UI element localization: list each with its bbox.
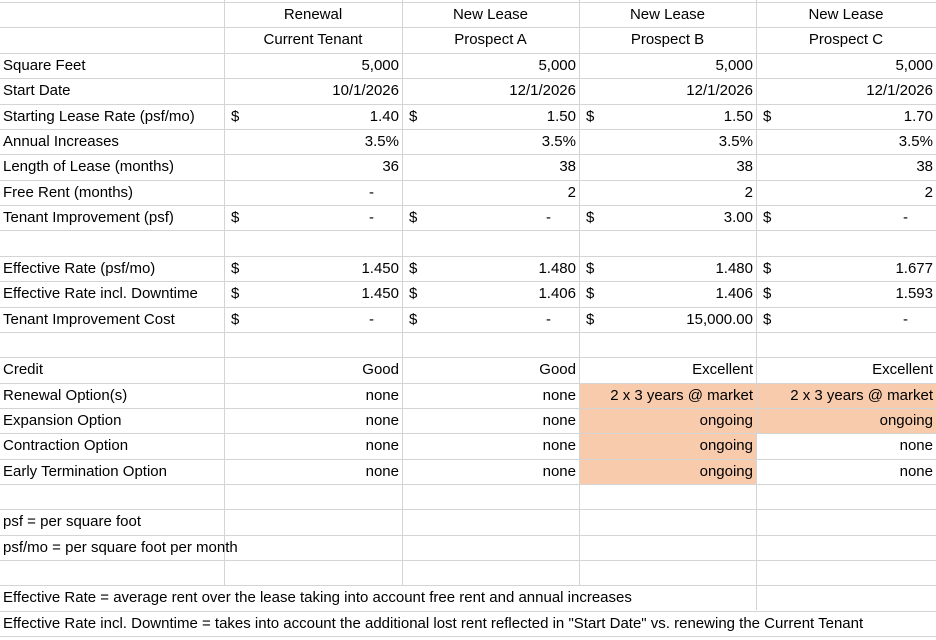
value-cell: ongoing — [699, 411, 753, 429]
value-cell: 1.50 — [723, 107, 753, 125]
value-cell — [402, 230, 579, 255]
value-cell: 1.480 — [538, 259, 576, 277]
value-cell: 1.406 — [715, 285, 753, 303]
value-cell — [579, 484, 756, 509]
value-cell: ongoing — [699, 462, 753, 480]
row-label: Free Rent (months) — [3, 183, 134, 201]
footnote: Effective Rate = average rent over the lease taking into account free rent and annual increases — [3, 589, 632, 607]
value-cell: - — [903, 310, 908, 328]
value-cell: 10/1/2026 — [332, 82, 399, 100]
footnote — [0, 560, 936, 585]
footnote: Effective Rate incl. Downtime = takes into account the additional lost rent reflected in "Start Date" vs. renewing the Current Tenant — [3, 614, 864, 632]
currency-symbol: $ — [763, 285, 772, 303]
column-header-type: New Lease — [629, 6, 706, 23]
currency-symbol: $ — [763, 209, 772, 227]
value-cell: 2 x 3 years @ market — [610, 386, 753, 404]
row-label — [0, 332, 224, 357]
value-cell: 5,000 — [538, 57, 576, 74]
column-header-party: Prospect C — [808, 31, 884, 49]
currency-symbol: $ — [763, 107, 772, 125]
value-cell: ongoing — [699, 437, 753, 455]
value-cell: Excellent — [692, 361, 753, 379]
value-cell: 3.5% — [364, 133, 399, 151]
row-label: Renewal Option(s) — [3, 386, 128, 404]
value-cell: 38 — [736, 158, 753, 176]
value-cell: 2 — [924, 183, 933, 201]
row-label — [0, 484, 224, 509]
value-cell: - — [546, 310, 551, 328]
value-cell: 1.40 — [369, 107, 399, 125]
currency-symbol: $ — [763, 310, 772, 328]
footnote: psf/mo = per square foot per month — [3, 538, 238, 556]
column-header-party: Current Tenant — [263, 31, 363, 49]
value-cell: none — [365, 386, 399, 404]
value-cell: none — [365, 437, 399, 455]
value-cell: none — [899, 437, 933, 455]
currency-symbol: $ — [231, 107, 240, 125]
column-header-type: New Lease — [452, 6, 529, 23]
value-cell: - — [369, 310, 374, 328]
value-cell: none — [899, 462, 933, 480]
column-header-party: Prospect A — [454, 31, 527, 49]
currency-symbol: $ — [586, 107, 595, 125]
row-label: Starting Lease Rate (psf/mo) — [3, 107, 195, 125]
row-label: Credit — [3, 361, 44, 379]
value-cell: 38 — [559, 158, 576, 176]
value-cell: none — [542, 462, 576, 480]
value-cell: none — [542, 437, 576, 455]
row-label: Tenant Improvement Cost — [3, 310, 175, 328]
value-cell: 5,000 — [895, 57, 933, 74]
row-label: Annual Increases — [3, 133, 119, 151]
row-label: Square Feet — [3, 57, 86, 74]
value-cell: 3.00 — [723, 209, 753, 227]
value-cell — [224, 484, 402, 509]
column-header-type: New Lease — [808, 6, 884, 23]
value-cell: 3.5% — [541, 133, 576, 151]
value-cell: ongoing — [879, 411, 933, 429]
value-cell: 12/1/2026 — [509, 82, 576, 100]
row-label: Effective Rate (psf/mo) — [3, 259, 156, 277]
currency-symbol: $ — [409, 285, 418, 303]
value-cell: 36 — [382, 158, 399, 176]
value-cell: 1.450 — [361, 259, 399, 277]
value-cell: 38 — [916, 158, 933, 176]
currency-symbol: $ — [231, 259, 240, 277]
value-cell: 1.450 — [361, 285, 399, 303]
currency-symbol: $ — [586, 285, 595, 303]
value-cell: 1.480 — [715, 259, 753, 277]
value-cell: - — [369, 183, 374, 201]
currency-symbol: $ — [409, 209, 418, 227]
value-cell: none — [542, 386, 576, 404]
value-cell — [756, 230, 936, 255]
currency-symbol: $ — [409, 107, 418, 125]
currency-symbol: $ — [231, 285, 240, 303]
row-label: Effective Rate incl. Downtime — [3, 285, 198, 303]
currency-symbol: $ — [409, 259, 418, 277]
currency-symbol: $ — [763, 259, 772, 277]
row-label: Length of Lease (months) — [3, 158, 174, 176]
value-cell: 5,000 — [715, 57, 753, 74]
gridline-horizontal — [0, 636, 936, 637]
column-header-party: Prospect B — [630, 31, 705, 49]
row-label: Contraction Option — [3, 437, 129, 455]
currency-symbol: $ — [586, 259, 595, 277]
value-cell: Good — [539, 361, 576, 379]
row-label: Tenant Improvement (psf) — [3, 209, 174, 227]
value-cell: - — [903, 209, 908, 227]
value-cell: - — [546, 209, 551, 227]
value-cell: 1.406 — [538, 285, 576, 303]
footnote: psf = per square foot — [3, 513, 142, 531]
value-cell: Good — [362, 361, 399, 379]
currency-symbol: $ — [231, 310, 240, 328]
value-cell — [579, 230, 756, 255]
value-cell: none — [365, 462, 399, 480]
value-cell — [579, 332, 756, 357]
value-cell — [402, 332, 579, 357]
value-cell: none — [365, 411, 399, 429]
value-cell: 5,000 — [361, 57, 399, 74]
row-label: Early Termination Option — [3, 462, 167, 480]
value-cell: 2 — [744, 183, 753, 201]
value-cell: 3.5% — [898, 133, 933, 151]
value-cell: 2 x 3 years @ market — [790, 386, 933, 404]
value-cell: - — [369, 209, 374, 227]
value-cell: 1.677 — [895, 259, 933, 277]
value-cell: none — [542, 411, 576, 429]
value-cell: 15,000.00 — [686, 310, 753, 328]
value-cell: Excellent — [872, 361, 933, 379]
value-cell — [224, 230, 402, 255]
value-cell: 1.70 — [903, 107, 933, 125]
row-label: Start Date — [3, 82, 71, 100]
value-cell: 3.5% — [718, 133, 753, 151]
value-cell — [402, 484, 579, 509]
column-header-type: Renewal — [283, 6, 343, 23]
value-cell: 1.593 — [895, 285, 933, 303]
currency-symbol: $ — [231, 209, 240, 227]
currency-symbol: $ — [409, 310, 418, 328]
value-cell — [224, 332, 402, 357]
value-cell — [756, 332, 936, 357]
value-cell — [756, 484, 936, 509]
value-cell: 2 — [567, 183, 576, 201]
currency-symbol: $ — [586, 310, 595, 328]
value-cell: 12/1/2026 — [686, 82, 753, 100]
value-cell: 1.50 — [546, 107, 576, 125]
row-label: Expansion Option — [3, 411, 122, 429]
row-label — [0, 230, 224, 255]
value-cell: 12/1/2026 — [866, 82, 933, 100]
currency-symbol: $ — [586, 209, 595, 227]
